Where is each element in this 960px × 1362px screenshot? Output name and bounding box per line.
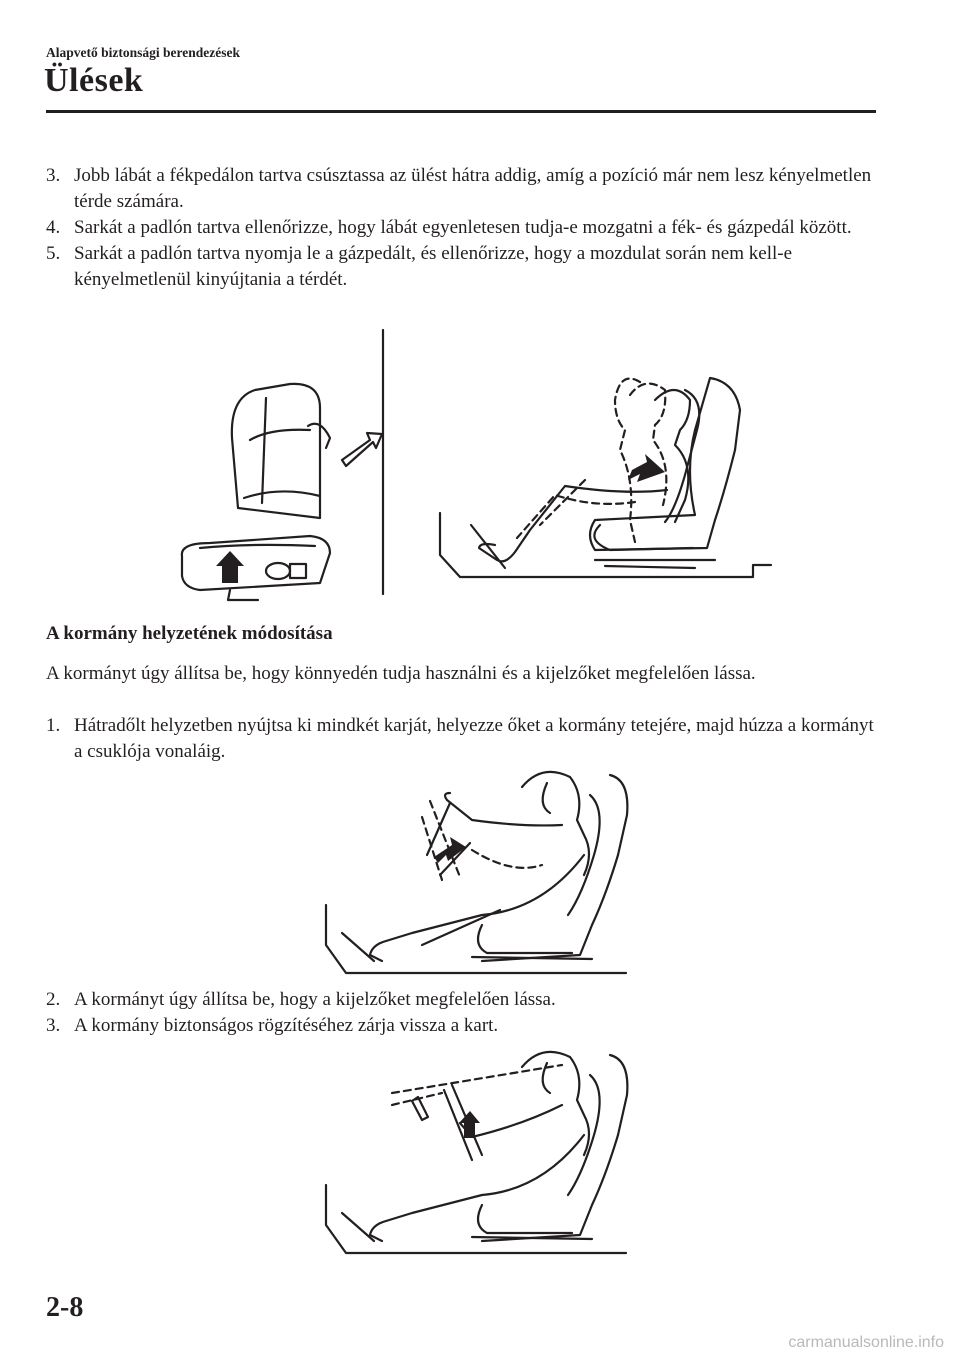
list-item — [46, 163, 876, 215]
seat-slide-illustration — [435, 370, 775, 585]
intro-paragraph: A kormányt úgy állítsa be, hogy könnyedén tudja használni és a kijelzőket megfelelően lássa. — [46, 663, 756, 684]
section-heading: A kormány helyzetének módosítása — [46, 623, 333, 644]
header-divider — [46, 110, 876, 113]
steering-reach-illustration — [322, 765, 632, 980]
page-title: Ülések — [44, 62, 144, 99]
seat-lever-illustration — [170, 378, 390, 603]
list-item — [46, 987, 876, 1013]
list-text: A kormányt úgy állítsa be, hogy a kijelzőket megfelelően lássa. — [74, 989, 556, 1010]
list-number: 5. — [46, 243, 61, 264]
list-item — [46, 713, 876, 765]
list-item — [46, 215, 876, 241]
list-number: 4. — [46, 217, 61, 238]
list-text: Sarkát a padlón tartva nyomja le a gázpedált, és ellenőrizze, hogy a mozdulat során nem kell-e kényelmetlenül kinyújtania a térdét. — [74, 243, 793, 290]
steering-steps-list-continued — [46, 987, 876, 1039]
list-text: Hátradőlt helyzetben nyújtsa ki mindkét karját, helyezze őket a kormány tetejére, majd húzza a kormányt a csuklója vonaláig. — [74, 715, 874, 762]
list-text: Sarkát a padlón tartva ellenőrizze, hogy lábát egyenletesen tudja-e mozgatni a fék- és gázpedál között. — [74, 217, 852, 238]
seat-adjust-list — [46, 163, 876, 293]
steering-lock-illustration — [322, 1045, 632, 1260]
list-text: A kormány biztonságos rögzítéséhez zárja vissza a kart. — [74, 1015, 499, 1036]
section-title: Alapvető biztonsági berendezések — [46, 45, 240, 60]
steering-steps-list — [46, 713, 876, 765]
list-number: 2. — [46, 989, 61, 1010]
list-number: 3. — [46, 1015, 61, 1036]
list-number: 3. — [46, 165, 61, 186]
list-number: 1. — [46, 715, 61, 736]
list-item — [46, 241, 876, 293]
page-number: 2-8 — [46, 1292, 84, 1323]
watermark: carmanualsonline.info — [788, 1334, 944, 1351]
divider-line — [381, 330, 385, 594]
list-item — [46, 1013, 876, 1039]
list-text: Jobb lábát a fékpedálon tartva csúsztassa az ülést hátra addig, amíg a pozíció már nem lesz kényelmetlen térde számára. — [74, 165, 872, 212]
